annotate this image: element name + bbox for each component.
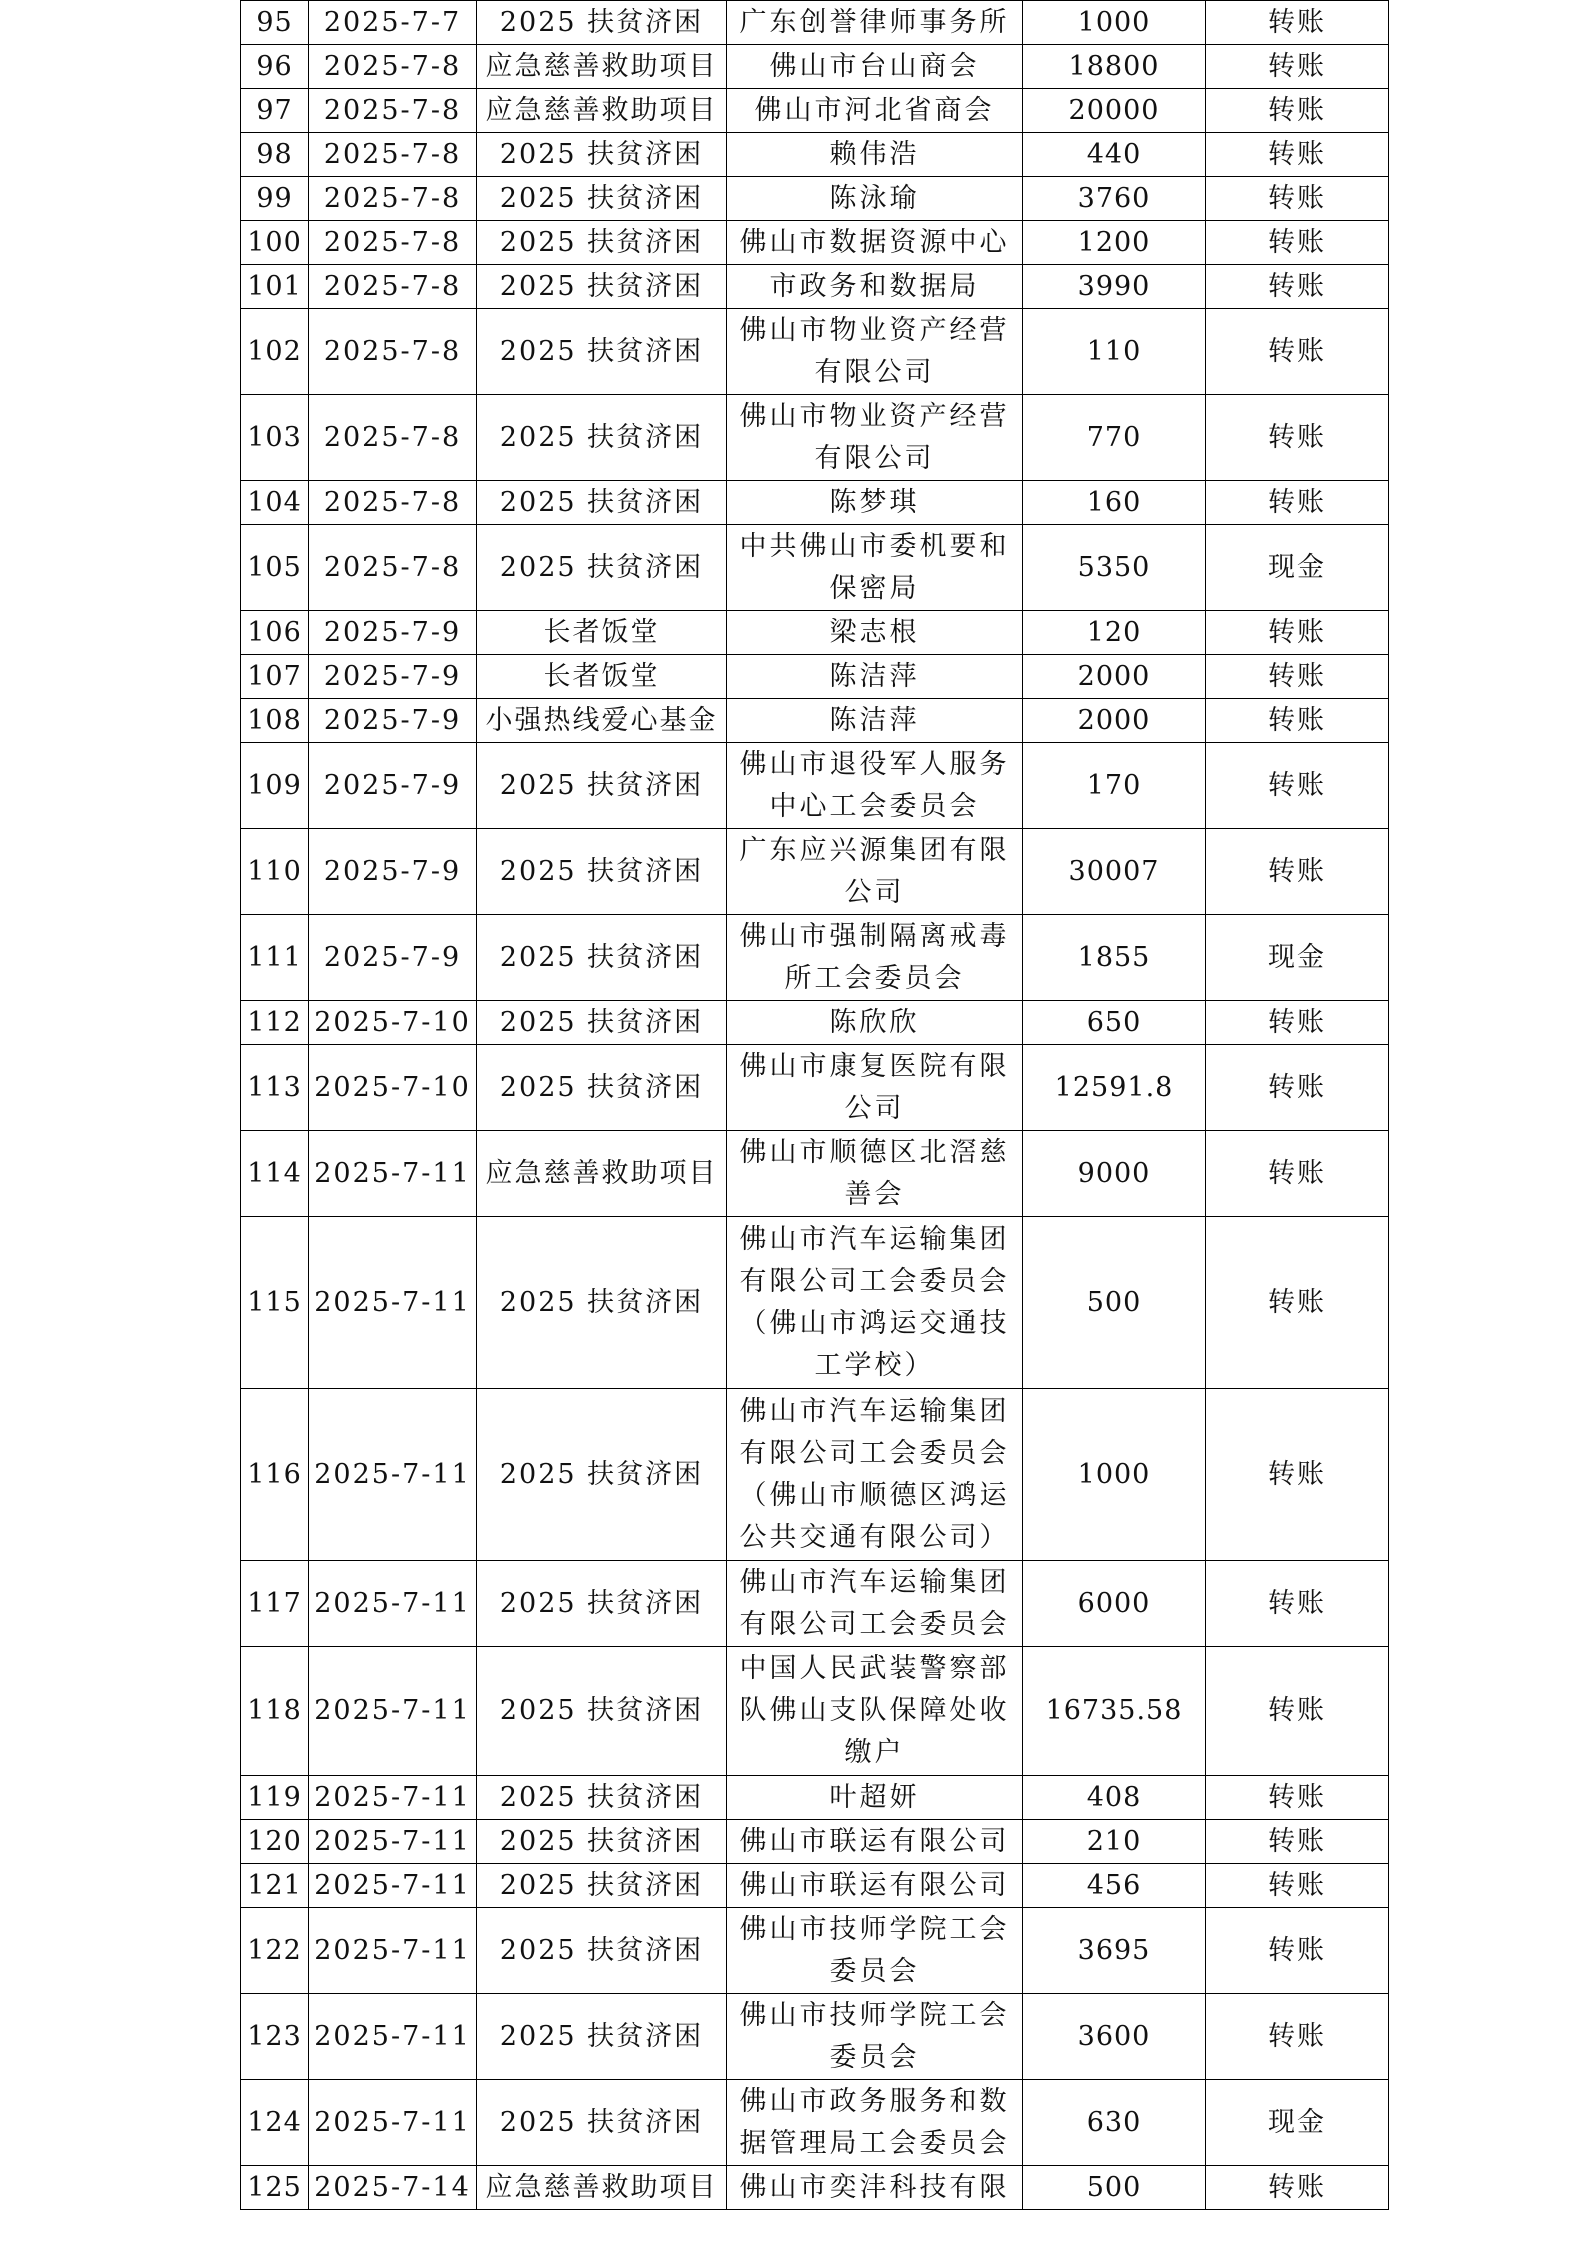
- amount-cell: 3600: [1023, 1994, 1206, 2080]
- donor-cell: 陈梦琪: [727, 481, 1023, 525]
- amount-cell: 500: [1023, 1217, 1206, 1389]
- table-row: [241, 1561, 1389, 1647]
- payment-method-cell: 转账: [1206, 177, 1389, 221]
- table-row: [241, 1647, 1389, 1776]
- row-number-cell: 107: [241, 655, 309, 699]
- table-row: [241, 481, 1389, 525]
- payment-method-cell: 现金: [1206, 2080, 1389, 2166]
- table-row: [241, 1, 1389, 45]
- row-number-cell: 123: [241, 1994, 309, 2080]
- project-cell: 2025 扶贫济困: [477, 2080, 727, 2166]
- donor-cell: 陈欣欣: [727, 1001, 1023, 1045]
- donor-cell: 佛山市退役军人服务中心工会委员会: [727, 743, 1023, 829]
- amount-cell: 3990: [1023, 265, 1206, 309]
- date-cell: 2025-7-11: [309, 1820, 477, 1864]
- table-row: [241, 915, 1389, 1001]
- amount-cell: 110: [1023, 309, 1206, 395]
- donor-cell: 中共佛山市委机要和保密局: [727, 525, 1023, 611]
- amount-cell: 2000: [1023, 699, 1206, 743]
- donor-cell: 叶超妍: [727, 1776, 1023, 1820]
- row-number-cell: 112: [241, 1001, 309, 1045]
- date-cell: 2025-7-11: [309, 1217, 477, 1389]
- date-cell: 2025-7-8: [309, 89, 477, 133]
- row-number-cell: 96: [241, 45, 309, 89]
- row-number-cell: 104: [241, 481, 309, 525]
- project-cell: 应急慈善救助项目: [477, 89, 727, 133]
- donor-cell: 佛山市物业资产经营有限公司: [727, 309, 1023, 395]
- donor-cell: 佛山市物业资产经营有限公司: [727, 395, 1023, 481]
- table-row: [241, 829, 1389, 915]
- payment-method-cell: 转账: [1206, 89, 1389, 133]
- table-row: [241, 309, 1389, 395]
- date-cell: 2025-7-11: [309, 1389, 477, 1561]
- amount-cell: 18800: [1023, 45, 1206, 89]
- table-row: [241, 265, 1389, 309]
- date-cell: 2025-7-10: [309, 1045, 477, 1131]
- row-number-cell: 122: [241, 1908, 309, 1994]
- amount-cell: 3695: [1023, 1908, 1206, 1994]
- table-row: [241, 655, 1389, 699]
- donor-cell: 佛山市技师学院工会委员会: [727, 1908, 1023, 1994]
- amount-cell: 1200: [1023, 221, 1206, 265]
- donor-cell: 佛山市汽车运输集团有限公司工会委员会: [727, 1561, 1023, 1647]
- amount-cell: 12591.8: [1023, 1045, 1206, 1131]
- donor-cell: 赖伟浩: [727, 133, 1023, 177]
- amount-cell: 9000: [1023, 1131, 1206, 1217]
- date-cell: 2025-7-9: [309, 655, 477, 699]
- payment-method-cell: 转账: [1206, 1647, 1389, 1776]
- date-cell: 2025-7-9: [309, 743, 477, 829]
- project-cell: 2025 扶贫济困: [477, 177, 727, 221]
- project-cell: 2025 扶贫济困: [477, 133, 727, 177]
- donor-cell: 陈泳瑜: [727, 177, 1023, 221]
- project-cell: 2025 扶贫济困: [477, 481, 727, 525]
- amount-cell: 210: [1023, 1820, 1206, 1864]
- project-cell: 2025 扶贫济困: [477, 1820, 727, 1864]
- table-row: [241, 89, 1389, 133]
- row-number-cell: 103: [241, 395, 309, 481]
- project-cell: 2025 扶贫济困: [477, 395, 727, 481]
- payment-method-cell: 转账: [1206, 611, 1389, 655]
- donor-cell: 市政务和数据局: [727, 265, 1023, 309]
- table-row: [241, 1217, 1389, 1389]
- donor-cell: 中国人民武装警察部队佛山支队保障处收缴户: [727, 1647, 1023, 1776]
- row-number-cell: 116: [241, 1389, 309, 1561]
- amount-cell: 2000: [1023, 655, 1206, 699]
- payment-method-cell: 转账: [1206, 221, 1389, 265]
- row-number-cell: 95: [241, 1, 309, 45]
- date-cell: 2025-7-9: [309, 915, 477, 1001]
- table-row: [241, 177, 1389, 221]
- row-number-cell: 98: [241, 133, 309, 177]
- table-row: [241, 525, 1389, 611]
- donor-cell: 佛山市台山商会: [727, 45, 1023, 89]
- payment-method-cell: 转账: [1206, 1001, 1389, 1045]
- amount-cell: 30007: [1023, 829, 1206, 915]
- donor-cell: 佛山市政务服务和数据管理局工会委员会: [727, 2080, 1023, 2166]
- date-cell: 2025-7-8: [309, 265, 477, 309]
- project-cell: 2025 扶贫济困: [477, 743, 727, 829]
- payment-method-cell: 转账: [1206, 1389, 1389, 1561]
- project-cell: 2025 扶贫济困: [477, 1, 727, 45]
- row-number-cell: 110: [241, 829, 309, 915]
- date-cell: 2025-7-11: [309, 1864, 477, 1908]
- table-row: [241, 2166, 1389, 2210]
- row-number-cell: 109: [241, 743, 309, 829]
- row-number-cell: 111: [241, 915, 309, 1001]
- amount-cell: 408: [1023, 1776, 1206, 1820]
- payment-method-cell: 转账: [1206, 133, 1389, 177]
- table-row: [241, 395, 1389, 481]
- table-row: [241, 743, 1389, 829]
- date-cell: 2025-7-11: [309, 1647, 477, 1776]
- table-row: [241, 2080, 1389, 2166]
- payment-method-cell: 转账: [1206, 481, 1389, 525]
- donor-cell: 佛山市康复医院有限公司: [727, 1045, 1023, 1131]
- donor-cell: 佛山市汽车运输集团有限公司工会委员会（佛山市顺德区鸿运公共交通有限公司）: [727, 1389, 1023, 1561]
- date-cell: 2025-7-8: [309, 395, 477, 481]
- amount-cell: 770: [1023, 395, 1206, 481]
- project-cell: 2025 扶贫济困: [477, 1864, 727, 1908]
- row-number-cell: 113: [241, 1045, 309, 1131]
- payment-method-cell: 转账: [1206, 395, 1389, 481]
- project-cell: 应急慈善救助项目: [477, 2166, 727, 2210]
- date-cell: 2025-7-7: [309, 1, 477, 45]
- amount-cell: 456: [1023, 1864, 1206, 1908]
- donor-cell: 佛山市数据资源中心: [727, 221, 1023, 265]
- payment-method-cell: 转账: [1206, 1131, 1389, 1217]
- payment-method-cell: 现金: [1206, 915, 1389, 1001]
- row-number-cell: 115: [241, 1217, 309, 1389]
- row-number-cell: 106: [241, 611, 309, 655]
- table-row: [241, 221, 1389, 265]
- table-row: [241, 1131, 1389, 1217]
- donor-cell: 佛山市汽车运输集团有限公司工会委员会（佛山市鸿运交通技工学校）: [727, 1217, 1023, 1389]
- table-row: [241, 1994, 1389, 2080]
- date-cell: 2025-7-9: [309, 699, 477, 743]
- donor-cell: 佛山市顺德区北滘慈善会: [727, 1131, 1023, 1217]
- payment-method-cell: 转账: [1206, 1864, 1389, 1908]
- project-cell: 小强热线爱心基金: [477, 699, 727, 743]
- project-cell: 2025 扶贫济困: [477, 1389, 727, 1561]
- payment-method-cell: 现金: [1206, 525, 1389, 611]
- amount-cell: 1855: [1023, 915, 1206, 1001]
- date-cell: 2025-7-11: [309, 1561, 477, 1647]
- payment-method-cell: 转账: [1206, 1217, 1389, 1389]
- project-cell: 2025 扶贫济困: [477, 829, 727, 915]
- date-cell: 2025-7-11: [309, 1994, 477, 2080]
- date-cell: 2025-7-8: [309, 45, 477, 89]
- row-number-cell: 101: [241, 265, 309, 309]
- date-cell: 2025-7-8: [309, 481, 477, 525]
- project-cell: 长者饭堂: [477, 611, 727, 655]
- donation-table: [240, 0, 1389, 2210]
- table-row: [241, 1820, 1389, 1864]
- payment-method-cell: 转账: [1206, 309, 1389, 395]
- row-number-cell: 117: [241, 1561, 309, 1647]
- date-cell: 2025-7-8: [309, 525, 477, 611]
- date-cell: 2025-7-8: [309, 221, 477, 265]
- project-cell: 2025 扶贫济困: [477, 221, 727, 265]
- table-row: [241, 1776, 1389, 1820]
- amount-cell: 16735.58: [1023, 1647, 1206, 1776]
- project-cell: 2025 扶贫济困: [477, 1647, 727, 1776]
- row-number-cell: 120: [241, 1820, 309, 1864]
- table-row: [241, 1389, 1389, 1561]
- project-cell: 2025 扶贫济困: [477, 1001, 727, 1045]
- payment-method-cell: 转账: [1206, 1820, 1389, 1864]
- project-cell: 2025 扶贫济困: [477, 265, 727, 309]
- table-row: [241, 1864, 1389, 1908]
- date-cell: 2025-7-8: [309, 133, 477, 177]
- table-body: [241, 1, 1389, 2210]
- table-row: [241, 699, 1389, 743]
- donor-cell: 梁志根: [727, 611, 1023, 655]
- date-cell: 2025-7-11: [309, 1776, 477, 1820]
- amount-cell: 440: [1023, 133, 1206, 177]
- table-row: [241, 133, 1389, 177]
- project-cell: 2025 扶贫济困: [477, 1994, 727, 2080]
- table-row: [241, 45, 1389, 89]
- donor-cell: 广东创誉律师事务所: [727, 1, 1023, 45]
- project-cell: 2025 扶贫济困: [477, 1776, 727, 1820]
- payment-method-cell: 转账: [1206, 743, 1389, 829]
- payment-method-cell: 转账: [1206, 1, 1389, 45]
- payment-method-cell: 转账: [1206, 45, 1389, 89]
- project-cell: 长者饭堂: [477, 655, 727, 699]
- donor-cell: 佛山市联运有限公司: [727, 1864, 1023, 1908]
- amount-cell: 500: [1023, 2166, 1206, 2210]
- amount-cell: 20000: [1023, 89, 1206, 133]
- row-number-cell: 108: [241, 699, 309, 743]
- amount-cell: 1000: [1023, 1, 1206, 45]
- date-cell: 2025-7-10: [309, 1001, 477, 1045]
- table-row: [241, 1001, 1389, 1045]
- amount-cell: 160: [1023, 481, 1206, 525]
- amount-cell: 1000: [1023, 1389, 1206, 1561]
- payment-method-cell: 转账: [1206, 2166, 1389, 2210]
- date-cell: 2025-7-8: [309, 177, 477, 221]
- project-cell: 应急慈善救助项目: [477, 45, 727, 89]
- row-number-cell: 118: [241, 1647, 309, 1776]
- date-cell: 2025-7-11: [309, 1131, 477, 1217]
- project-cell: 2025 扶贫济困: [477, 525, 727, 611]
- row-number-cell: 119: [241, 1776, 309, 1820]
- amount-cell: 170: [1023, 743, 1206, 829]
- donor-cell: 佛山市技师学院工会委员会: [727, 1994, 1023, 2080]
- amount-cell: 120: [1023, 611, 1206, 655]
- table-row: [241, 1045, 1389, 1131]
- project-cell: 2025 扶贫济困: [477, 1217, 727, 1389]
- date-cell: 2025-7-14: [309, 2166, 477, 2210]
- payment-method-cell: 转账: [1206, 1776, 1389, 1820]
- table-row: [241, 1908, 1389, 1994]
- donor-cell: 佛山市强制隔离戒毒所工会委员会: [727, 915, 1023, 1001]
- donor-cell: 佛山市联运有限公司: [727, 1820, 1023, 1864]
- donor-cell: 广东应兴源集团有限公司: [727, 829, 1023, 915]
- payment-method-cell: 转账: [1206, 829, 1389, 915]
- row-number-cell: 102: [241, 309, 309, 395]
- payment-method-cell: 转账: [1206, 1994, 1389, 2080]
- project-cell: 2025 扶贫济困: [477, 309, 727, 395]
- row-number-cell: 124: [241, 2080, 309, 2166]
- payment-method-cell: 转账: [1206, 265, 1389, 309]
- row-number-cell: 114: [241, 1131, 309, 1217]
- donor-cell: 陈洁萍: [727, 699, 1023, 743]
- payment-method-cell: 转账: [1206, 655, 1389, 699]
- table-row: [241, 611, 1389, 655]
- payment-method-cell: 转账: [1206, 1908, 1389, 1994]
- amount-cell: 5350: [1023, 525, 1206, 611]
- amount-cell: 6000: [1023, 1561, 1206, 1647]
- row-number-cell: 97: [241, 89, 309, 133]
- project-cell: 2025 扶贫济困: [477, 1561, 727, 1647]
- payment-method-cell: 转账: [1206, 1561, 1389, 1647]
- amount-cell: 3760: [1023, 177, 1206, 221]
- amount-cell: 650: [1023, 1001, 1206, 1045]
- project-cell: 应急慈善救助项目: [477, 1131, 727, 1217]
- project-cell: 2025 扶贫济困: [477, 1045, 727, 1131]
- date-cell: 2025-7-9: [309, 829, 477, 915]
- row-number-cell: 121: [241, 1864, 309, 1908]
- row-number-cell: 125: [241, 2166, 309, 2210]
- date-cell: 2025-7-11: [309, 2080, 477, 2166]
- row-number-cell: 105: [241, 525, 309, 611]
- donor-cell: 佛山市河北省商会: [727, 89, 1023, 133]
- amount-cell: 630: [1023, 2080, 1206, 2166]
- project-cell: 2025 扶贫济困: [477, 1908, 727, 1994]
- date-cell: 2025-7-9: [309, 611, 477, 655]
- row-number-cell: 100: [241, 221, 309, 265]
- project-cell: 2025 扶贫济困: [477, 915, 727, 1001]
- row-number-cell: 99: [241, 177, 309, 221]
- donor-cell: 陈洁萍: [727, 655, 1023, 699]
- payment-method-cell: 转账: [1206, 699, 1389, 743]
- date-cell: 2025-7-8: [309, 309, 477, 395]
- date-cell: 2025-7-11: [309, 1908, 477, 1994]
- donor-cell: 佛山市奕沣科技有限: [727, 2166, 1023, 2210]
- payment-method-cell: 转账: [1206, 1045, 1389, 1131]
